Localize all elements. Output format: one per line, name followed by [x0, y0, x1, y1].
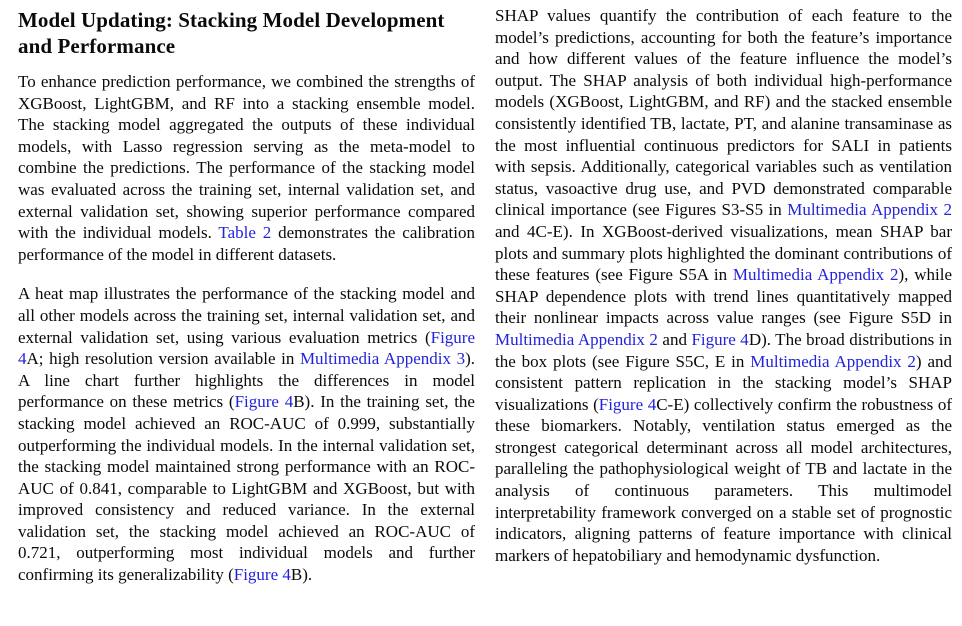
citation-link[interactable]: Multimedia Appendix 2: [787, 200, 952, 220]
text-run: and 4C-E). In XGBoost-derived visualizations, mean SHAP bar plots and summary plots highlighted the dominant contributions of these features (see Figure S5A in: [495, 221, 952, 285]
text-run: C-E) collectively confirm the robustness of these biomarkers. Notably, ventilation status emerged as the strongest categorical determinant across all model architectures, paralleling the pathophysiological weight of TB and lactate in the analysis of continuous parameters. This multimodel interpretability framework converged on a stable set of prognostic indicators, aligning patterns of feature importance with clinical markers of hepatobiliary and hemodynamic dysfunction.: [495, 394, 952, 565]
citation-link[interactable]: Figure 4: [691, 329, 749, 349]
text-run: ), while SHAP dependence plots with trend lines quantitatively mapped their nonlinear impacts across value ranges (see Figure S5D in: [495, 265, 952, 328]
text-run: A heat map illustrates the performance of the stacking model and all other models across the training set, internal validation set, and external validation set, using various evaluation metrics (: [18, 284, 475, 347]
text-run: A; high resolution version available in: [26, 349, 300, 369]
right-column: [495, 5, 952, 586]
text-run: B).: [290, 565, 313, 585]
citation-link[interactable]: Multimedia Appendix 3: [299, 349, 466, 369]
text-run: To enhance prediction performance, we combined the strengths of XGBoost, LightGBM, and RF into a stacking ensemble model. The stacking model aggregated the outputs of these individual models, with Lasso regression serving as the meta-model to combine the predictions. The performance of the stacking model was evaluated across the training set, internal validation set, and external validation set, showing superior performance compared with the individual models.: [18, 72, 475, 243]
citation-link[interactable]: Figure 4: [233, 565, 291, 585]
citation-link[interactable]: Multimedia Appendix 2: [750, 351, 916, 371]
left-column: [18, 5, 475, 586]
text-run: SHAP values quantify the contribution of each feature to the model’s predictions, accounting for both the feature’s importance and how different values of the feature influence the model’s output. The SHAP analysis of both individual high-performance models (XGBoost, LightGBM, and RF) and the stacked ensemble consistently identified TB, lactate, PT, and alanine transaminase as the most influential continuous predictors for SALI in patients with sepsis. Additionally, categorical variables such as ventilation status, vasoactive drug use, and PVD demonstrated comparable clinical importance (see Figures S3-S5 in: [495, 6, 952, 220]
citation-link[interactable]: Figure 4: [18, 327, 475, 369]
text-run: B). In the training set, the stacking model achieved an ROC-AUC of 0.999, substantially outperforming the individual models. In the internal validation set, the stacking model maintained strong performance with an ROC-AUC of 0.841, comparable to LightGBM and XGBoost, but with improved consistency and reduced variance. In the external validation set, the stacking model achieved an ROC-AUC of 0.721, outperforming most individual models and further confirming its generalizability (: [18, 392, 475, 585]
citation-link[interactable]: Figure 4: [598, 394, 657, 414]
text-run: D). The broad distributions in the box plots (see Figure S5C, E in: [495, 329, 953, 371]
paragraph: [18, 71, 475, 265]
paragraph: [18, 283, 475, 585]
section-heading: Model Updating: Stacking Model Development and Performance: [18, 8, 445, 58]
citation-link[interactable]: Table 2: [218, 223, 272, 243]
text-run: ). A line chart further highlights the differences in model performance on these metrics (: [18, 349, 475, 412]
two-column-layout: [18, 5, 952, 586]
text-run: ) and consistent pattern replication in the stacking model’s SHAP visualizations (: [495, 351, 953, 414]
text-run: and: [657, 329, 692, 349]
citation-link[interactable]: Multimedia Appendix 2: [495, 329, 658, 349]
citation-link[interactable]: Figure 4: [234, 392, 294, 412]
text-run: demonstrates the calibration performance of the model in different datasets.: [18, 223, 475, 264]
citation-link[interactable]: Multimedia Appendix 2: [732, 265, 899, 285]
paragraph: [495, 5, 952, 566]
